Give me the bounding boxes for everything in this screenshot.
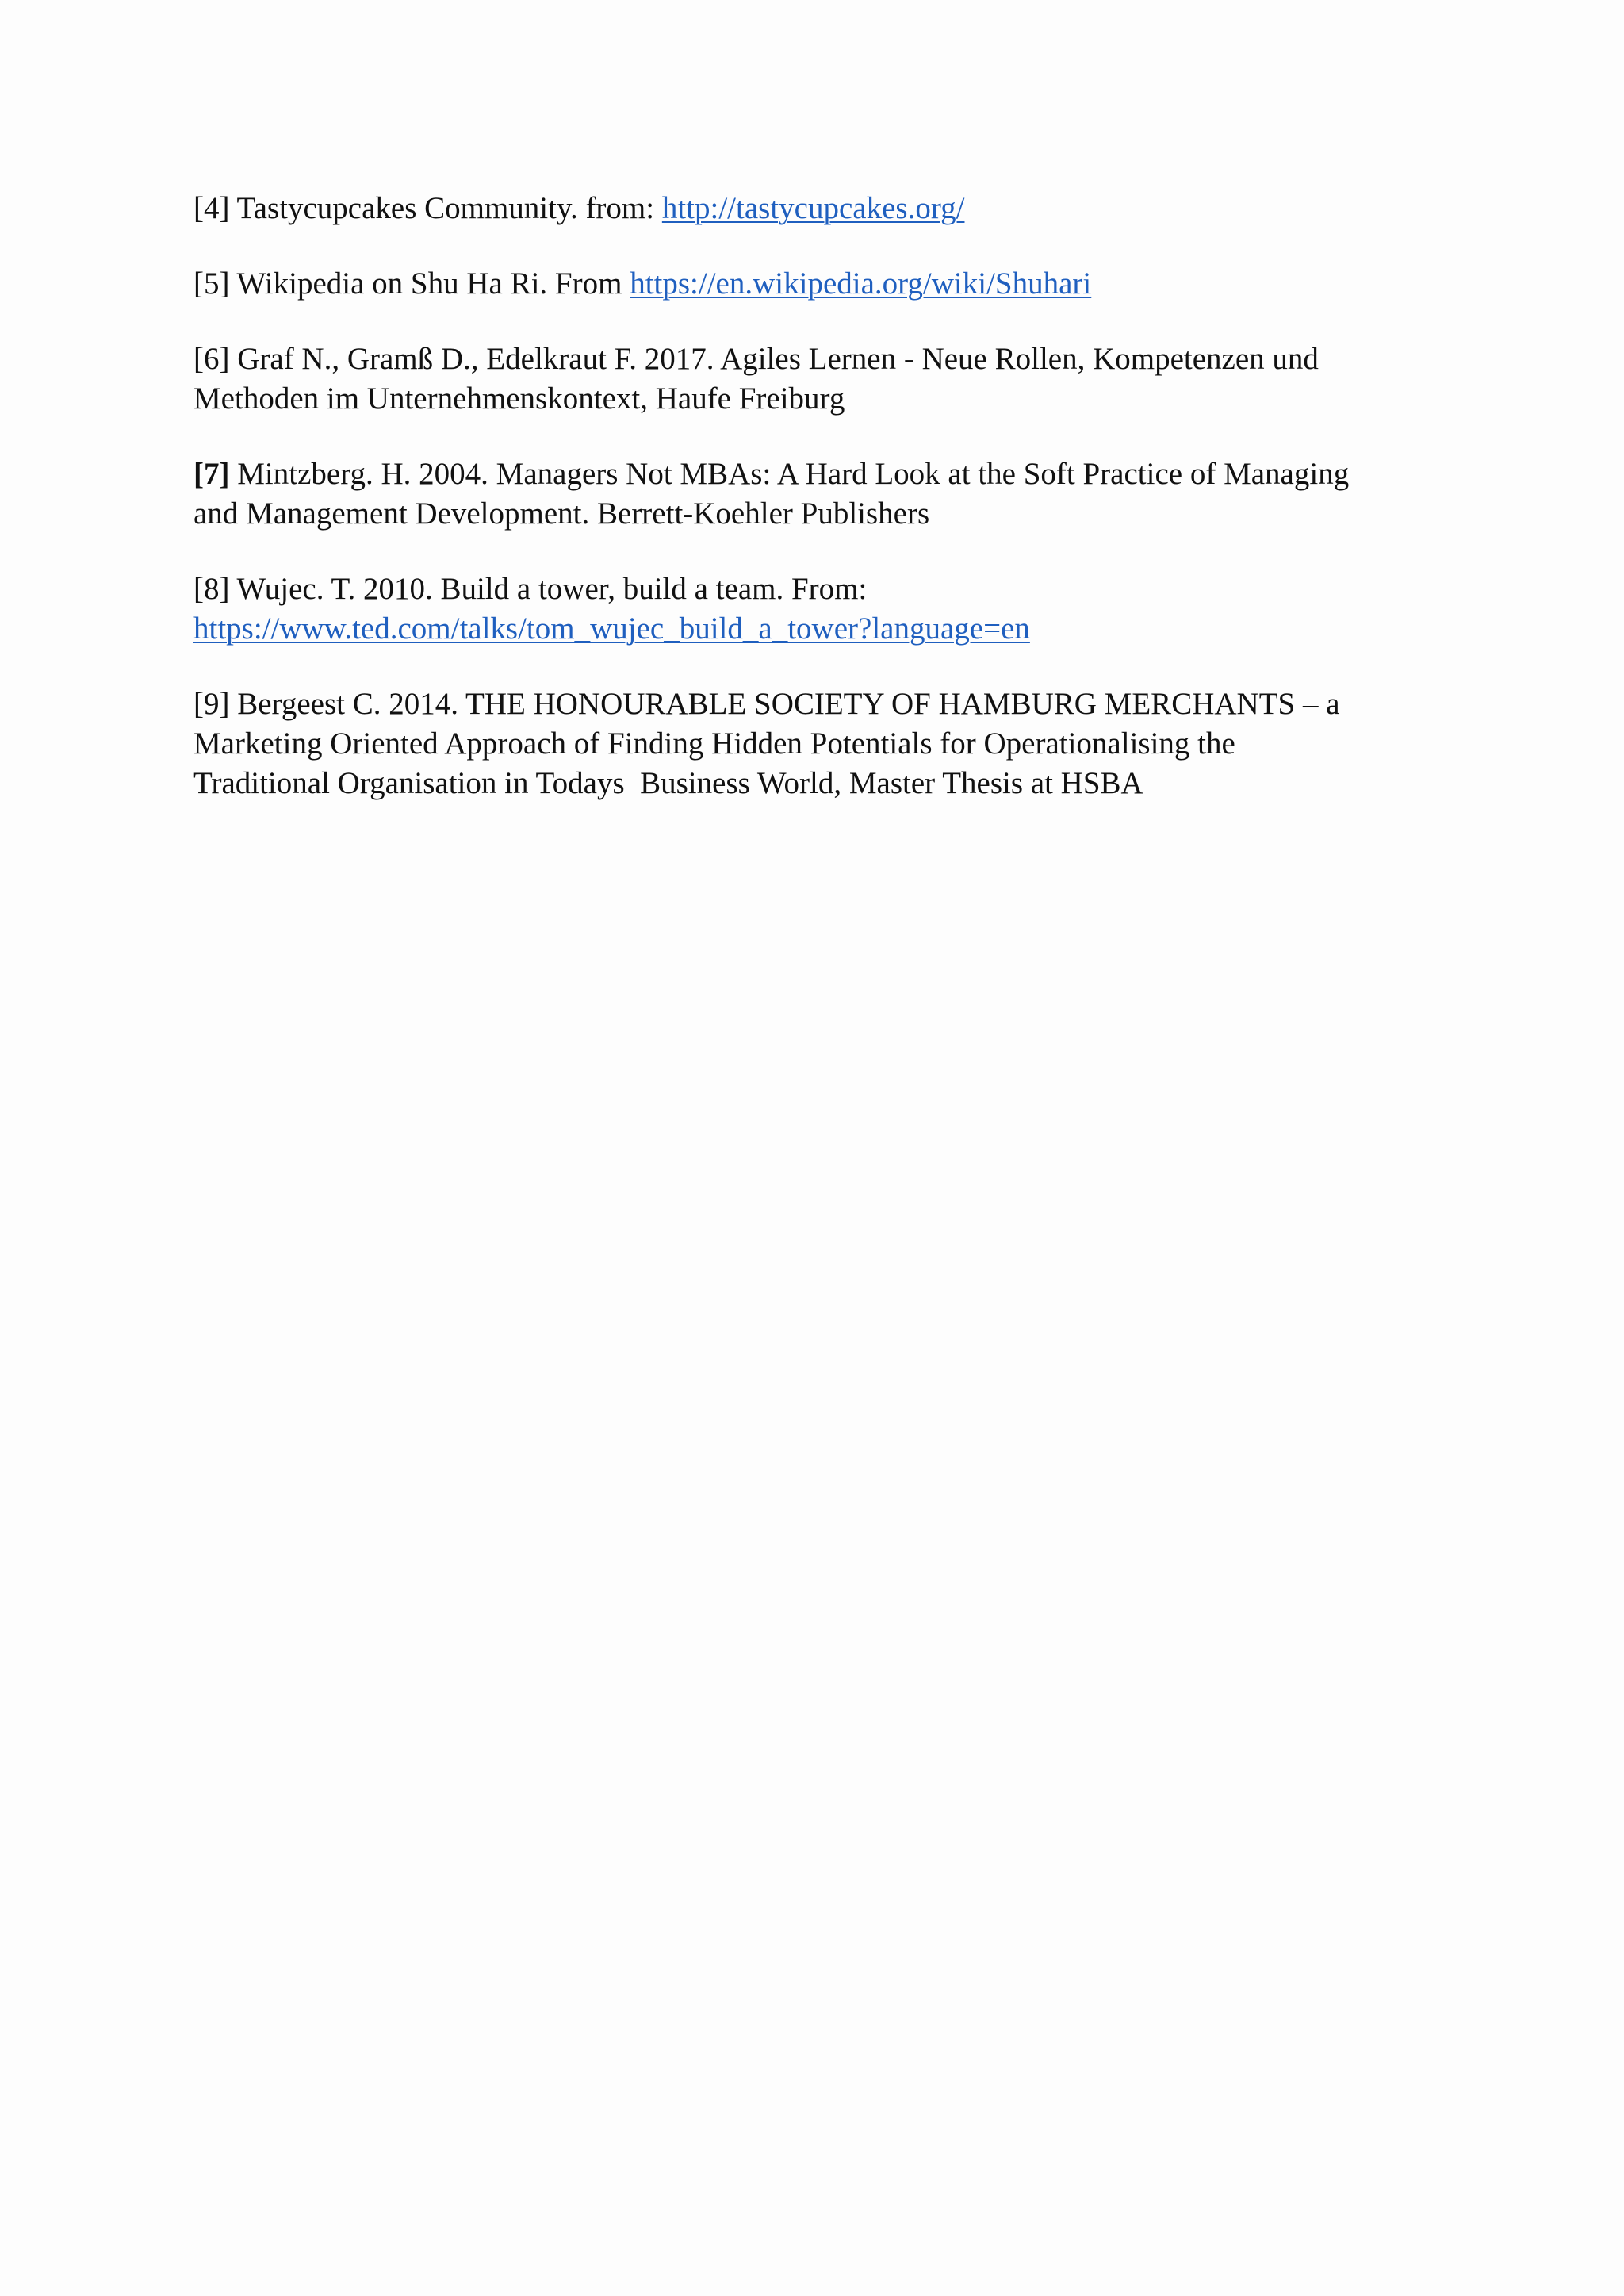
- reference-number: [4]: [193, 191, 230, 225]
- reference-list: [193, 189, 1462, 839]
- reference-text-line: Marketing Oriented Approach of Finding Hidden Potentials for Operationalising the: [193, 726, 1235, 761]
- reference-text: Wikipedia on Shu Ha Ri. From: [236, 266, 622, 301]
- reference-9: [193, 684, 1462, 803]
- reference-number: [7]: [193, 457, 230, 491]
- reference-text-line: Traditional Organisation in Todays Business World, Master Thesis at HSBA: [193, 766, 1143, 800]
- reference-7: [193, 454, 1462, 534]
- reference-8: [193, 569, 1462, 649]
- reference-link[interactable]: http://tastycupcakes.org/: [661, 191, 965, 225]
- reference-number: [6]: [193, 342, 230, 376]
- reference-5: [193, 264, 1462, 304]
- reference-text-line: Methoden im Unternehmenskontext, Haufe Freiburg: [193, 381, 845, 416]
- reference-text: Wujec. T. 2010. Build a tower, build a team. From:: [236, 572, 868, 606]
- reference-text-line: Graf N., Gramß D., Edelkraut F. 2017. Agiles Lernen - Neue Rollen, Kompetenzen und: [237, 342, 1319, 376]
- reference-text-line: and Management Development. Berrett-Koehler Publishers: [193, 496, 930, 531]
- reference-number: [9]: [193, 687, 230, 721]
- reference-number: [8]: [193, 572, 230, 606]
- reference-number: [5]: [193, 266, 230, 301]
- reference-4: [193, 189, 1462, 228]
- reference-text-line: Bergeest C. 2014. THE HONOURABLE SOCIETY OF HAMBURG MERCHANTS – a: [237, 687, 1340, 721]
- reference-text: Tastycupcakes Community. from:: [236, 191, 655, 225]
- reference-6: [193, 339, 1462, 419]
- reference-link[interactable]: https://www.ted.com/talks/tom_wujec_build_a_tower?language=en: [193, 611, 1030, 646]
- reference-link[interactable]: https://en.wikipedia.org/wiki/Shuhari: [630, 266, 1092, 301]
- reference-text-line: Mintzberg. H. 2004. Managers Not MBAs: A Hard Look at the Soft Practice of Managing: [237, 457, 1350, 491]
